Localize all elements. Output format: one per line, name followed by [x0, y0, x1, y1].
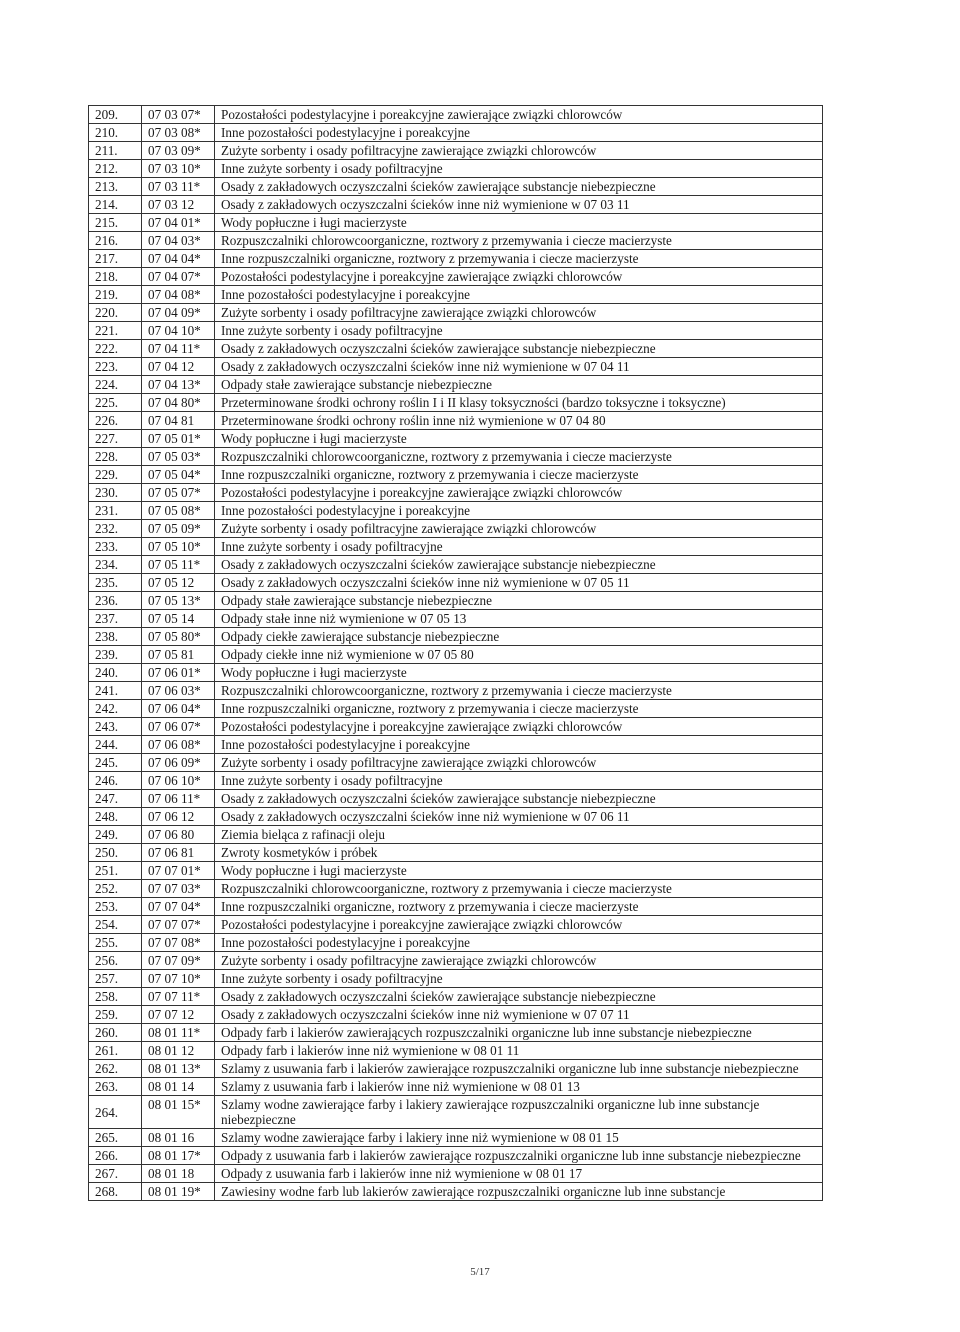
page-number: 5/17	[470, 1266, 490, 1278]
waste-description: Osady z zakładowych oczyszczalni ścieków inne niż wymienione w 07 03 11	[215, 196, 823, 214]
waste-description: Rozpuszczalniki chlorowcoorganiczne, roztwory z przemywania i ciecze macierzyste	[215, 880, 823, 898]
waste-code: 07 07 11*	[142, 988, 215, 1006]
row-number: 256.	[89, 952, 142, 970]
waste-code: 07 06 12	[142, 808, 215, 826]
row-number: 234.	[89, 556, 142, 574]
table-row	[89, 826, 823, 844]
row-number: 229.	[89, 466, 142, 484]
waste-code: 07 07 01*	[142, 862, 215, 880]
table-row	[89, 862, 823, 880]
table-row	[89, 700, 823, 718]
row-number: 210.	[89, 124, 142, 142]
waste-code: 07 03 08*	[142, 124, 215, 142]
waste-code: 07 04 10*	[142, 322, 215, 340]
row-number: 217.	[89, 250, 142, 268]
waste-description: Osady z zakładowych oczyszczalni ścieków zawierające substancje niebezpieczne	[215, 988, 823, 1006]
waste-code-table-wrapper	[88, 105, 823, 1201]
waste-code: 07 06 80	[142, 826, 215, 844]
waste-description: Osady z zakładowych oczyszczalni ścieków inne niż wymienione w 07 06 11	[215, 808, 823, 826]
waste-description: Osady z zakładowych oczyszczalni ścieków zawierające substancje niebezpieczne	[215, 556, 823, 574]
table-row	[89, 1078, 823, 1096]
waste-code: 07 05 03*	[142, 448, 215, 466]
waste-description: Odpady stałe zawierające substancje niebezpieczne	[215, 592, 823, 610]
waste-code: 08 01 18	[142, 1165, 215, 1183]
table-row	[89, 538, 823, 556]
waste-code: 07 07 04*	[142, 898, 215, 916]
table-row	[89, 664, 823, 682]
waste-description: Inne zużyte sorbenty i osady pofiltracyjne	[215, 538, 823, 556]
waste-description: Szlamy wodne zawierające farby i lakiery zawierające rozpuszczalniki organiczne lub inne substancje niebezpieczne	[215, 1096, 823, 1129]
waste-code: 08 01 12	[142, 1042, 215, 1060]
table-row	[89, 592, 823, 610]
waste-description: Szlamy z usuwania farb i lakierów zawierające rozpuszczalniki organiczne lub inne substancje niebezpieczne	[215, 1060, 823, 1078]
waste-description: Wody popłuczne i ługi macierzyste	[215, 430, 823, 448]
row-number: 221.	[89, 322, 142, 340]
table-row	[89, 106, 823, 124]
table-row	[89, 340, 823, 358]
waste-description: Wody popłuczne i ługi macierzyste	[215, 862, 823, 880]
waste-code: 07 03 10*	[142, 160, 215, 178]
row-number: 219.	[89, 286, 142, 304]
row-number: 255.	[89, 934, 142, 952]
row-number: 260.	[89, 1024, 142, 1042]
row-number: 237.	[89, 610, 142, 628]
row-number: 243.	[89, 718, 142, 736]
waste-code: 07 06 09*	[142, 754, 215, 772]
row-number: 268.	[89, 1183, 142, 1201]
row-number: 245.	[89, 754, 142, 772]
row-number: 244.	[89, 736, 142, 754]
waste-code: 07 03 09*	[142, 142, 215, 160]
waste-code: 07 04 09*	[142, 304, 215, 322]
table-row	[89, 250, 823, 268]
row-number: 265.	[89, 1129, 142, 1147]
waste-code: 08 01 15*	[142, 1096, 215, 1129]
table-row	[89, 196, 823, 214]
row-number: 227.	[89, 430, 142, 448]
table-row	[89, 844, 823, 862]
row-number: 246.	[89, 772, 142, 790]
waste-description: Zużyte sorbenty i osady pofiltracyjne zawierające związki chlorowców	[215, 754, 823, 772]
waste-code: 07 07 10*	[142, 970, 215, 988]
table-row	[89, 952, 823, 970]
waste-description: Szlamy wodne zawierające farby i lakiery inne niż wymienione w 08 01 15	[215, 1129, 823, 1147]
row-number: 235.	[89, 574, 142, 592]
waste-description: Osady z zakładowych oczyszczalni ścieków zawierające substancje niebezpieczne	[215, 178, 823, 196]
table-row	[89, 1165, 823, 1183]
table-row	[89, 214, 823, 232]
waste-description: Zużyte sorbenty i osady pofiltracyjne zawierające związki chlorowców	[215, 520, 823, 538]
row-number: 267.	[89, 1165, 142, 1183]
table-row	[89, 790, 823, 808]
waste-description: Inne rozpuszczalniki organiczne, roztwory z przemywania i ciecze macierzyste	[215, 898, 823, 916]
waste-code: 07 05 12	[142, 574, 215, 592]
waste-description: Inne rozpuszczalniki organiczne, roztwory z przemywania i ciecze macierzyste	[215, 250, 823, 268]
waste-code: 07 07 07*	[142, 916, 215, 934]
row-number: 247.	[89, 790, 142, 808]
row-number: 228.	[89, 448, 142, 466]
table-row	[89, 646, 823, 664]
waste-description: Odpady z usuwania farb i lakierów inne niż wymienione w 08 01 17	[215, 1165, 823, 1183]
waste-description: Inne zużyte sorbenty i osady pofiltracyjne	[215, 322, 823, 340]
waste-code: 07 04 81	[142, 412, 215, 430]
table-row	[89, 772, 823, 790]
waste-code: 08 01 13*	[142, 1060, 215, 1078]
row-number: 232.	[89, 520, 142, 538]
waste-description: Inne pozostałości podestylacyjne i poreakcyjne	[215, 124, 823, 142]
waste-description: Wody popłuczne i ługi macierzyste	[215, 664, 823, 682]
waste-code: 07 03 12	[142, 196, 215, 214]
waste-description: Inne pozostałości podestylacyjne i poreakcyjne	[215, 502, 823, 520]
table-row	[89, 610, 823, 628]
waste-code: 07 04 04*	[142, 250, 215, 268]
row-number: 218.	[89, 268, 142, 286]
table-row	[89, 736, 823, 754]
table-row	[89, 1129, 823, 1147]
waste-description: Pozostałości podestylacyjne i poreakcyjne zawierające związki chlorowców	[215, 106, 823, 124]
waste-description: Osady z zakładowych oczyszczalni ścieków inne niż wymienione w 07 07 11	[215, 1006, 823, 1024]
waste-code: 07 04 07*	[142, 268, 215, 286]
waste-description: Przeterminowane środki ochrony roślin I i II klasy toksyczności (bardzo toksyczne i toksyczne)	[215, 394, 823, 412]
table-row	[89, 808, 823, 826]
table-row	[89, 448, 823, 466]
waste-code: 07 05 04*	[142, 466, 215, 484]
table-row	[89, 574, 823, 592]
row-number: 215.	[89, 214, 142, 232]
waste-code: 07 05 10*	[142, 538, 215, 556]
row-number: 239.	[89, 646, 142, 664]
waste-description: Osady z zakładowych oczyszczalni ścieków inne niż wymienione w 07 05 11	[215, 574, 823, 592]
table-row	[89, 1024, 823, 1042]
table-row	[89, 1042, 823, 1060]
table-row	[89, 232, 823, 250]
table-row	[89, 322, 823, 340]
table-row	[89, 682, 823, 700]
waste-description: Osady z zakładowych oczyszczalni ścieków inne niż wymienione w 07 04 11	[215, 358, 823, 376]
waste-description: Zwroty kosmetyków i próbek	[215, 844, 823, 862]
waste-description: Zużyte sorbenty i osady pofiltracyjne zawierające związki chlorowców	[215, 952, 823, 970]
row-number: 220.	[89, 304, 142, 322]
row-number: 224.	[89, 376, 142, 394]
waste-description: Odpady farb i lakierów zawierających rozpuszczalniki organiczne lub inne substancje niebezpieczne	[215, 1024, 823, 1042]
row-number: 214.	[89, 196, 142, 214]
row-number: 261.	[89, 1042, 142, 1060]
waste-code-table	[88, 105, 823, 1201]
waste-code: 07 05 11*	[142, 556, 215, 574]
waste-description: Odpady z usuwania farb i lakierów zawierające rozpuszczalniki organiczne lub inne substancje niebezpieczne	[215, 1147, 823, 1165]
row-number: 230.	[89, 484, 142, 502]
table-row	[89, 466, 823, 484]
waste-description: Inne pozostałości podestylacyjne i poreakcyjne	[215, 934, 823, 952]
waste-description: Inne zużyte sorbenty i osady pofiltracyjne	[215, 160, 823, 178]
waste-code: 07 07 03*	[142, 880, 215, 898]
row-number: 216.	[89, 232, 142, 250]
waste-description: Ziemia bieląca z rafinacji oleju	[215, 826, 823, 844]
row-number: 213.	[89, 178, 142, 196]
waste-code: 07 05 08*	[142, 502, 215, 520]
waste-description: Odpady farb i lakierów inne niż wymienione w 08 01 11	[215, 1042, 823, 1060]
row-number: 226.	[89, 412, 142, 430]
waste-code: 07 05 81	[142, 646, 215, 664]
row-number: 258.	[89, 988, 142, 1006]
table-row	[89, 1060, 823, 1078]
row-number: 263.	[89, 1078, 142, 1096]
row-number: 252.	[89, 880, 142, 898]
row-number: 238.	[89, 628, 142, 646]
waste-description: Zużyte sorbenty i osady pofiltracyjne zawierające związki chlorowców	[215, 142, 823, 160]
waste-description: Pozostałości podestylacyjne i poreakcyjne zawierające związki chlorowców	[215, 916, 823, 934]
table-row	[89, 556, 823, 574]
waste-code: 07 06 11*	[142, 790, 215, 808]
row-number: 240.	[89, 664, 142, 682]
row-number: 236.	[89, 592, 142, 610]
table-row	[89, 178, 823, 196]
row-number: 262.	[89, 1060, 142, 1078]
table-row	[89, 358, 823, 376]
waste-code: 07 06 04*	[142, 700, 215, 718]
table-row	[89, 484, 823, 502]
waste-description: Rozpuszczalniki chlorowcoorganiczne, roztwory z przemywania i ciecze macierzyste	[215, 232, 823, 250]
waste-code: 08 01 17*	[142, 1147, 215, 1165]
waste-description: Inne zużyte sorbenty i osady pofiltracyjne	[215, 772, 823, 790]
waste-code: 07 06 81	[142, 844, 215, 862]
waste-code: 07 05 14	[142, 610, 215, 628]
row-number: 231.	[89, 502, 142, 520]
row-number: 250.	[89, 844, 142, 862]
waste-description: Odpady stałe zawierające substancje niebezpieczne	[215, 376, 823, 394]
waste-description: Odpady ciekłe inne niż wymienione w 07 05 80	[215, 646, 823, 664]
table-row	[89, 754, 823, 772]
waste-description: Pozostałości podestylacyjne i poreakcyjne zawierające związki chlorowców	[215, 718, 823, 736]
table-row	[89, 898, 823, 916]
waste-description: Inne rozpuszczalniki organiczne, roztwory z przemywania i ciecze macierzyste	[215, 700, 823, 718]
row-number: 251.	[89, 862, 142, 880]
row-number: 266.	[89, 1147, 142, 1165]
waste-code: 07 04 08*	[142, 286, 215, 304]
waste-description: Inne rozpuszczalniki organiczne, roztwory z przemywania i ciecze macierzyste	[215, 466, 823, 484]
waste-code: 07 07 08*	[142, 934, 215, 952]
table-row	[89, 934, 823, 952]
row-number: 233.	[89, 538, 142, 556]
waste-code: 07 04 80*	[142, 394, 215, 412]
table-row	[89, 268, 823, 286]
table-row	[89, 916, 823, 934]
table-row	[89, 376, 823, 394]
table-row	[89, 160, 823, 178]
table-row	[89, 1096, 823, 1129]
row-number: 253.	[89, 898, 142, 916]
waste-description: Osady z zakładowych oczyszczalni ścieków zawierające substancje niebezpieczne	[215, 790, 823, 808]
table-row	[89, 1147, 823, 1165]
waste-description: Pozostałości podestylacyjne i poreakcyjne zawierające związki chlorowców	[215, 484, 823, 502]
waste-code: 07 04 03*	[142, 232, 215, 250]
waste-code: 07 07 09*	[142, 952, 215, 970]
row-number: 222.	[89, 340, 142, 358]
table-row	[89, 988, 823, 1006]
waste-code: 07 06 08*	[142, 736, 215, 754]
table-row	[89, 304, 823, 322]
waste-code: 08 01 11*	[142, 1024, 215, 1042]
waste-description: Rozpuszczalniki chlorowcoorganiczne, roztwory z przemywania i ciecze macierzyste	[215, 682, 823, 700]
row-number: 259.	[89, 1006, 142, 1024]
waste-code: 07 05 13*	[142, 592, 215, 610]
table-row	[89, 1006, 823, 1024]
table-row	[89, 628, 823, 646]
waste-description: Przeterminowane środki ochrony roślin inne niż wymienione w 07 04 80	[215, 412, 823, 430]
waste-description: Zawiesiny wodne farb lub lakierów zawierające rozpuszczalniki organiczne lub inne substancje	[215, 1183, 823, 1201]
table-row	[89, 142, 823, 160]
table-row	[89, 520, 823, 538]
waste-description: Rozpuszczalniki chlorowcoorganiczne, roztwory z przemywania i ciecze macierzyste	[215, 448, 823, 466]
waste-description: Odpady stałe inne niż wymienione w 07 05 13	[215, 610, 823, 628]
waste-code: 07 05 09*	[142, 520, 215, 538]
waste-description: Osady z zakładowych oczyszczalni ścieków zawierające substancje niebezpieczne	[215, 340, 823, 358]
row-number: 223.	[89, 358, 142, 376]
table-row	[89, 718, 823, 736]
row-number: 211.	[89, 142, 142, 160]
waste-description: Pozostałości podestylacyjne i poreakcyjne zawierające związki chlorowców	[215, 268, 823, 286]
row-number: 249.	[89, 826, 142, 844]
waste-description: Odpady ciekłe zawierające substancje niebezpieczne	[215, 628, 823, 646]
row-number: 242.	[89, 700, 142, 718]
row-number: 225.	[89, 394, 142, 412]
waste-code: 08 01 14	[142, 1078, 215, 1096]
waste-code: 07 05 01*	[142, 430, 215, 448]
row-number: 212.	[89, 160, 142, 178]
waste-code: 07 06 07*	[142, 718, 215, 736]
waste-code: 07 04 11*	[142, 340, 215, 358]
waste-description: Inne pozostałości podestylacyjne i poreakcyjne	[215, 286, 823, 304]
table-row	[89, 412, 823, 430]
row-number: 254.	[89, 916, 142, 934]
row-number: 264.	[89, 1096, 142, 1129]
row-number: 257.	[89, 970, 142, 988]
waste-description: Inne pozostałości podestylacyjne i poreakcyjne	[215, 736, 823, 754]
waste-description: Szlamy z usuwania farb i lakierów inne niż wymienione w 08 01 13	[215, 1078, 823, 1096]
waste-code: 08 01 16	[142, 1129, 215, 1147]
row-number: 248.	[89, 808, 142, 826]
waste-code: 07 06 01*	[142, 664, 215, 682]
table-row	[89, 880, 823, 898]
waste-description: Inne zużyte sorbenty i osady pofiltracyjne	[215, 970, 823, 988]
waste-code: 07 04 12	[142, 358, 215, 376]
waste-description: Wody popłuczne i ługi macierzyste	[215, 214, 823, 232]
table-row	[89, 502, 823, 520]
waste-description: Zużyte sorbenty i osady pofiltracyjne zawierające związki chlorowców	[215, 304, 823, 322]
table-row	[89, 1183, 823, 1201]
waste-code: 07 05 07*	[142, 484, 215, 502]
table-row	[89, 286, 823, 304]
table-row	[89, 394, 823, 412]
row-number: 241.	[89, 682, 142, 700]
waste-code: 07 03 07*	[142, 106, 215, 124]
waste-code: 07 04 01*	[142, 214, 215, 232]
waste-code: 07 06 10*	[142, 772, 215, 790]
waste-code: 08 01 19*	[142, 1183, 215, 1201]
waste-code: 07 04 13*	[142, 376, 215, 394]
waste-code: 07 05 80*	[142, 628, 215, 646]
waste-code-table-body	[89, 106, 823, 1201]
table-row	[89, 970, 823, 988]
waste-code: 07 06 03*	[142, 682, 215, 700]
table-row	[89, 430, 823, 448]
row-number: 209.	[89, 106, 142, 124]
table-row	[89, 124, 823, 142]
waste-code: 07 07 12	[142, 1006, 215, 1024]
waste-code: 07 03 11*	[142, 178, 215, 196]
